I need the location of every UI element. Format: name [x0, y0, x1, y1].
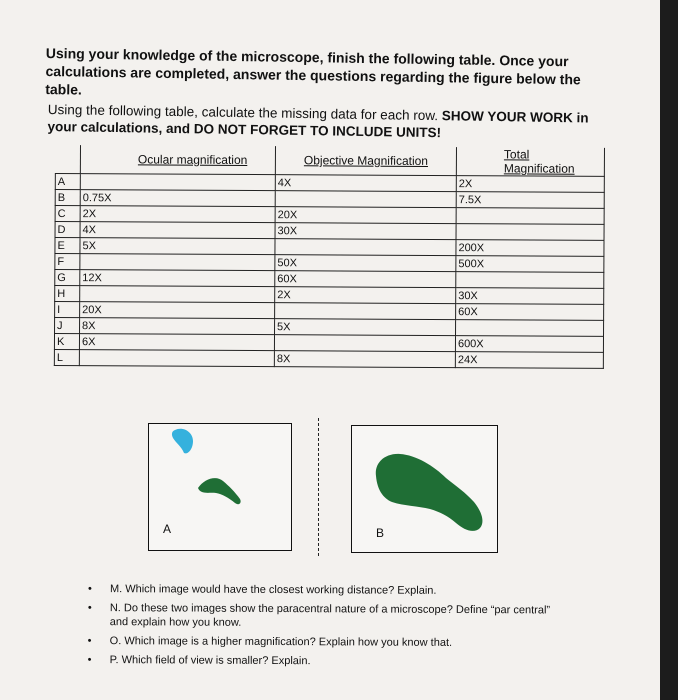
total-cell: 2X	[456, 176, 604, 193]
question-list	[88, 582, 568, 675]
bullet-m: •	[87, 583, 92, 596]
worksheet-heading: Using your knowledge of the microscope, finish the following table. Once your calculations are completed, answer the questions regarding the figure below the table.	[45, 44, 581, 98]
objective-cell: 8X	[274, 351, 455, 368]
table-instructions	[47, 101, 607, 144]
objective-cell: 20X	[275, 207, 456, 224]
total-cell: 30X	[456, 288, 604, 305]
ocular-cell	[80, 254, 275, 271]
objective-cell	[274, 335, 455, 352]
row-label-cell: L	[54, 349, 79, 365]
row-label-cell: E	[55, 238, 80, 254]
row-label-cell: J	[55, 318, 80, 334]
magnification-table	[54, 145, 605, 369]
ocular-cell: 0.75X	[80, 190, 275, 207]
bullet-n: •	[87, 601, 92, 615]
objective-cell: 5X	[275, 319, 456, 336]
objective-cell: 50X	[275, 255, 456, 272]
figure-divider	[318, 418, 320, 556]
total-cell: 24X	[455, 352, 603, 369]
bullet-p: •	[87, 653, 92, 667]
ocular-cell: 20X	[80, 302, 275, 319]
table-body	[54, 174, 604, 369]
total-cell	[456, 272, 604, 289]
question-m-text: M. Which image would have the closest working distance? Explain.	[109, 583, 437, 597]
question-p	[88, 653, 568, 670]
total-header: Total Magnification	[456, 147, 604, 176]
question-o-text: O. Which image is a higher magnification? Explain how you know that.	[109, 635, 453, 649]
total-cell	[456, 320, 604, 337]
objective-header: Objective Magnification	[275, 146, 456, 175]
row-label-cell: D	[55, 222, 80, 238]
total-cell: 60X	[456, 304, 604, 321]
image-b-field	[351, 425, 498, 553]
objective-cell	[275, 303, 456, 320]
specimen-a	[198, 478, 241, 504]
ocular-cell	[79, 350, 274, 367]
row-label-cell: B	[55, 190, 80, 206]
marker-spot-a	[172, 429, 193, 454]
question-n	[88, 601, 568, 632]
objective-cell: 30X	[275, 223, 456, 240]
row-label-cell: H	[55, 286, 80, 302]
specimen-b	[376, 454, 483, 531]
instructions-emphasis: SHOW YOUR WORK in your calculations, and DO NOT FORGET TO INCLUDE UNITS!	[47, 108, 589, 141]
total-cell	[456, 224, 604, 241]
question-p-text: P. Which field of view is smaller? Explain.	[109, 654, 311, 668]
ocular-cell: 4X	[80, 222, 275, 239]
image-a-label: A	[163, 522, 172, 536]
total-cell: 500X	[456, 256, 604, 273]
ocular-cell: 2X	[80, 206, 275, 223]
label-header	[55, 145, 80, 174]
image-b-drawing	[352, 426, 497, 552]
objective-cell: 4X	[275, 175, 456, 192]
objective-cell: 2X	[275, 287, 456, 304]
ocular-cell	[80, 286, 275, 303]
image-b-label: B	[376, 526, 385, 540]
ocular-cell: 8X	[80, 318, 275, 335]
total-cell: 7.5X	[456, 192, 604, 209]
row-label-cell: I	[55, 302, 80, 318]
ocular-cell: 12X	[80, 270, 275, 287]
objective-cell: 60X	[275, 271, 456, 288]
ocular-cell: 6X	[79, 334, 274, 351]
total-cell: 600X	[455, 336, 603, 353]
objective-cell	[275, 191, 456, 208]
table-header-row	[55, 145, 604, 176]
total-cell: 200X	[456, 240, 604, 257]
question-n-text: N. Do these two images show the paracentral nature of a microscope? Define “par central” and explain how you know.	[109, 602, 551, 629]
image-a-field	[148, 423, 292, 551]
row-label-cell: G	[55, 270, 80, 286]
question-o	[88, 634, 568, 651]
row-label-cell: A	[55, 174, 80, 190]
row-label-cell: C	[55, 206, 80, 222]
question-m	[88, 582, 568, 599]
ocular-cell	[80, 174, 275, 191]
total-cell	[456, 208, 604, 225]
instructions-text: Using the following table, calculate the missing data for each row.	[47, 101, 442, 124]
ocular-cell: 5X	[80, 238, 275, 255]
ocular-header: Ocular magnification	[80, 145, 275, 175]
objective-cell	[275, 239, 456, 256]
table-row	[54, 349, 603, 368]
bullet-o: •	[87, 634, 92, 648]
photo-dark-edge	[660, 0, 678, 700]
row-label-cell: K	[54, 334, 79, 350]
row-label-cell: F	[55, 254, 80, 270]
